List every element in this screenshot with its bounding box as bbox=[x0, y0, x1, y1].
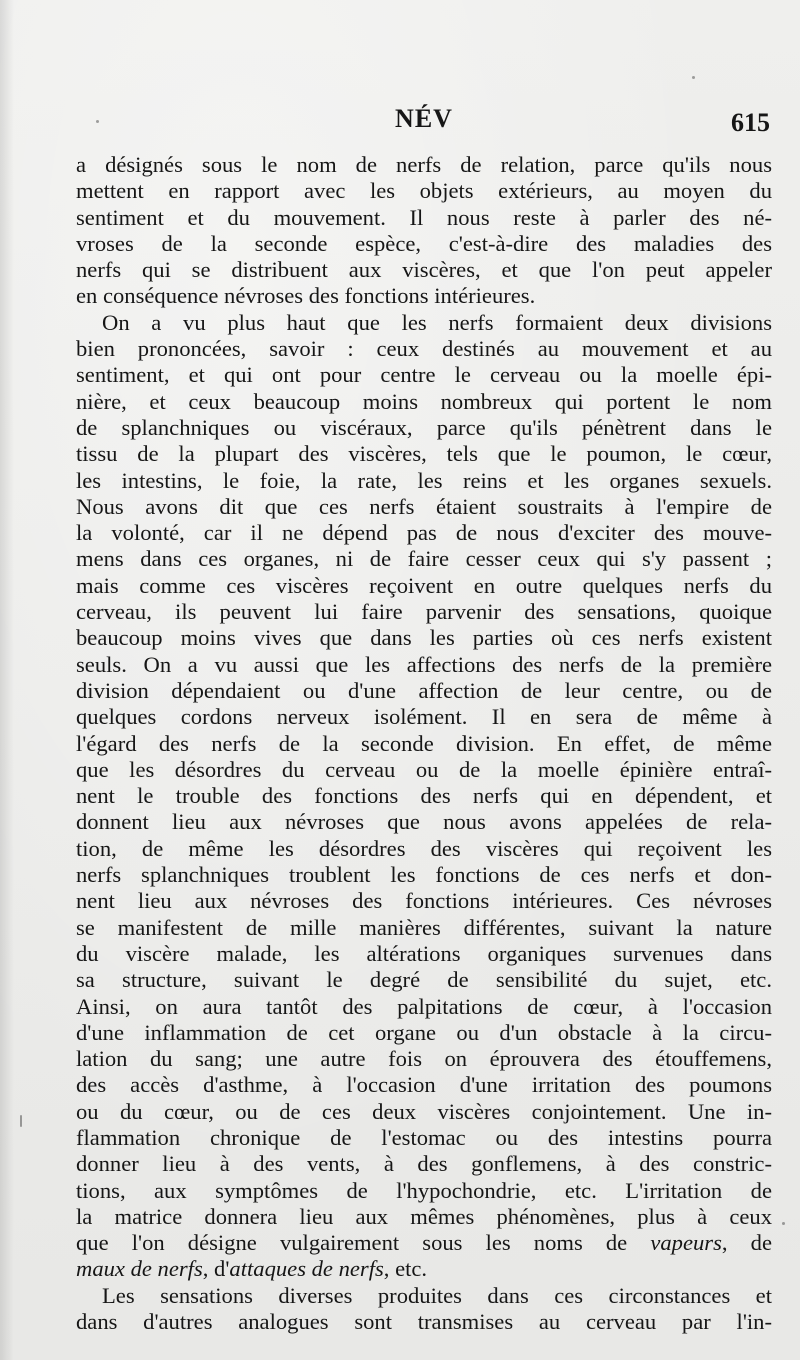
scan-speck bbox=[692, 76, 695, 79]
text-line: cerveau, ils peuvent lui faire parvenir des sensations, quoique bbox=[76, 599, 772, 625]
text-line: sa structure, suivant le degré de sensibilité du sujet, etc. bbox=[76, 967, 772, 993]
scan-speck bbox=[96, 120, 99, 123]
text-fragment: , etc. bbox=[383, 1256, 428, 1282]
running-head: NÉV bbox=[395, 104, 453, 133]
text-line: ou du cœur, ou de ces deux viscères conjointement. Une in- bbox=[76, 1098, 772, 1124]
page-number: 615 bbox=[731, 108, 770, 137]
text-line: a désignés sous le nom de nerfs de relation, parce qu'ils nous bbox=[76, 152, 772, 177]
text-line: nière, et ceux beaucoup moins nombreux qui portent le nom bbox=[76, 388, 772, 414]
text-line: la matrice donnera lieu aux mêmes phénomènes, plus à ceux bbox=[76, 1203, 772, 1229]
text-line: Ainsi, on aura tantôt des palpitations de cœur, à l'occasion bbox=[76, 993, 772, 1019]
text-line: sentiment et du mouvement. Il nous reste à parler des né- bbox=[76, 204, 772, 230]
text-line: nerfs splanchniques troublent les fonctions de ces nerfs et don- bbox=[76, 862, 772, 888]
text-line: du viscère malade, les altérations organiques survenues dans bbox=[76, 940, 772, 966]
text-line: se manifestent de mille manières différentes, suivant la nature bbox=[76, 914, 772, 940]
text-fragment: , de bbox=[721, 1230, 772, 1256]
text-line: division dépendaient ou d'une affection de leur centre, ou de bbox=[76, 677, 772, 703]
text-line: bien prononcées, savoir : ceux destinés au mouvement et au bbox=[76, 336, 772, 362]
text-line: dans d'autres analogues sont transmises au cerveau par l'in- bbox=[76, 1309, 772, 1335]
text-line: d'une inflammation de cet organe ou d'un obstacle à la circu- bbox=[76, 1019, 772, 1045]
scan-speck bbox=[20, 1115, 22, 1127]
text-line: de splanchniques ou viscéraux, parce qu'ils pénètrent dans le bbox=[76, 414, 772, 440]
text-line: flammation chronique de l'estomac ou des intestins pourra bbox=[76, 1124, 772, 1150]
text-line: nerfs qui se distribuent aux viscères, et que l'on peut appeler bbox=[76, 257, 772, 283]
italic-term-maux-de-nerfs: maux de nerfs bbox=[76, 1256, 203, 1282]
scan-speck bbox=[782, 1222, 785, 1225]
text-line: vroses de la seconde espèce, c'est-à-dire des maladies des bbox=[76, 230, 772, 256]
text-line: les intestins, le foie, la rate, les reins et les organes sexuels. bbox=[76, 467, 772, 493]
page-header bbox=[76, 104, 772, 144]
text-line: mens dans ces organes, ni de faire cesser ceux qui s'y passent ; bbox=[76, 546, 772, 572]
text-fragment: , d' bbox=[202, 1256, 230, 1282]
text-line: nent le trouble des fonctions des nerfs qui en dépendent, et bbox=[76, 783, 772, 809]
text-line: l'égard des nerfs de la seconde division. En effet, de même bbox=[76, 730, 772, 756]
gutter-shadow bbox=[0, 0, 14, 1360]
text-line: quelques cordons nerveux isolément. Il en sera de même à bbox=[76, 704, 772, 730]
text-line: donnent lieu aux névroses que nous avons appelées de rela- bbox=[76, 809, 772, 835]
text-line: mettent en rapport avec les objets extérieurs, au moyen du bbox=[76, 178, 772, 204]
text-line: nent lieu aux névroses des fonctions intérieures. Ces névroses bbox=[76, 888, 772, 914]
text-line: Les sensations diverses produites dans ces circonstances et bbox=[102, 1282, 772, 1308]
text-line-with-italic bbox=[76, 1230, 772, 1256]
text-line: tion, de même les désordres des viscères qui reçoivent les bbox=[76, 835, 772, 861]
text-line: Nous avons dit que ces nerfs étaient soustraits à l'empire de bbox=[76, 493, 772, 519]
italic-term-attaques-de-nerfs: attaques de nerfs bbox=[229, 1256, 384, 1282]
text-line: tissu de la plupart des viscères, tels que le poumon, le cœur, bbox=[76, 441, 772, 467]
text-line: On a vu plus haut que les nerfs formaient deux divisions bbox=[102, 309, 772, 335]
text-line-with-italic bbox=[76, 1256, 772, 1282]
text-line: la volonté, car il ne dépend pas de nous d'exciter des mouve- bbox=[76, 520, 772, 546]
text-line: seuls. On a vu aussi que les affections des nerfs de la première bbox=[76, 651, 772, 677]
text-line: sentiment, et qui ont pour centre le cerveau ou la moelle épi- bbox=[76, 362, 772, 388]
body-text bbox=[76, 152, 772, 1335]
text-fragment: que l'on désigne vulgairement sous les noms de bbox=[76, 1230, 651, 1256]
text-line: des accès d'asthme, à l'occasion d'une irritation des poumons bbox=[76, 1072, 772, 1098]
text-line: que les désordres du cerveau ou de la moelle épinière entraî- bbox=[76, 756, 772, 782]
text-line: en conséquence névroses des fonctions intérieures. bbox=[76, 283, 536, 309]
text-line: donner lieu à des vents, à des gonflemens, à des constric- bbox=[76, 1151, 772, 1177]
text-line: beaucoup moins vives que dans les parties où ces nerfs existent bbox=[76, 625, 772, 651]
italic-term-vapeurs: vapeurs bbox=[650, 1230, 722, 1256]
text-line: tions, aux symptômes de l'hypochondrie, etc. L'irritation de bbox=[76, 1177, 772, 1203]
text-line: lation du sang; une autre fois on éprouvera des étouffemens, bbox=[76, 1046, 772, 1072]
text-line: mais comme ces viscères reçoivent en outre quelques nerfs du bbox=[76, 572, 772, 598]
